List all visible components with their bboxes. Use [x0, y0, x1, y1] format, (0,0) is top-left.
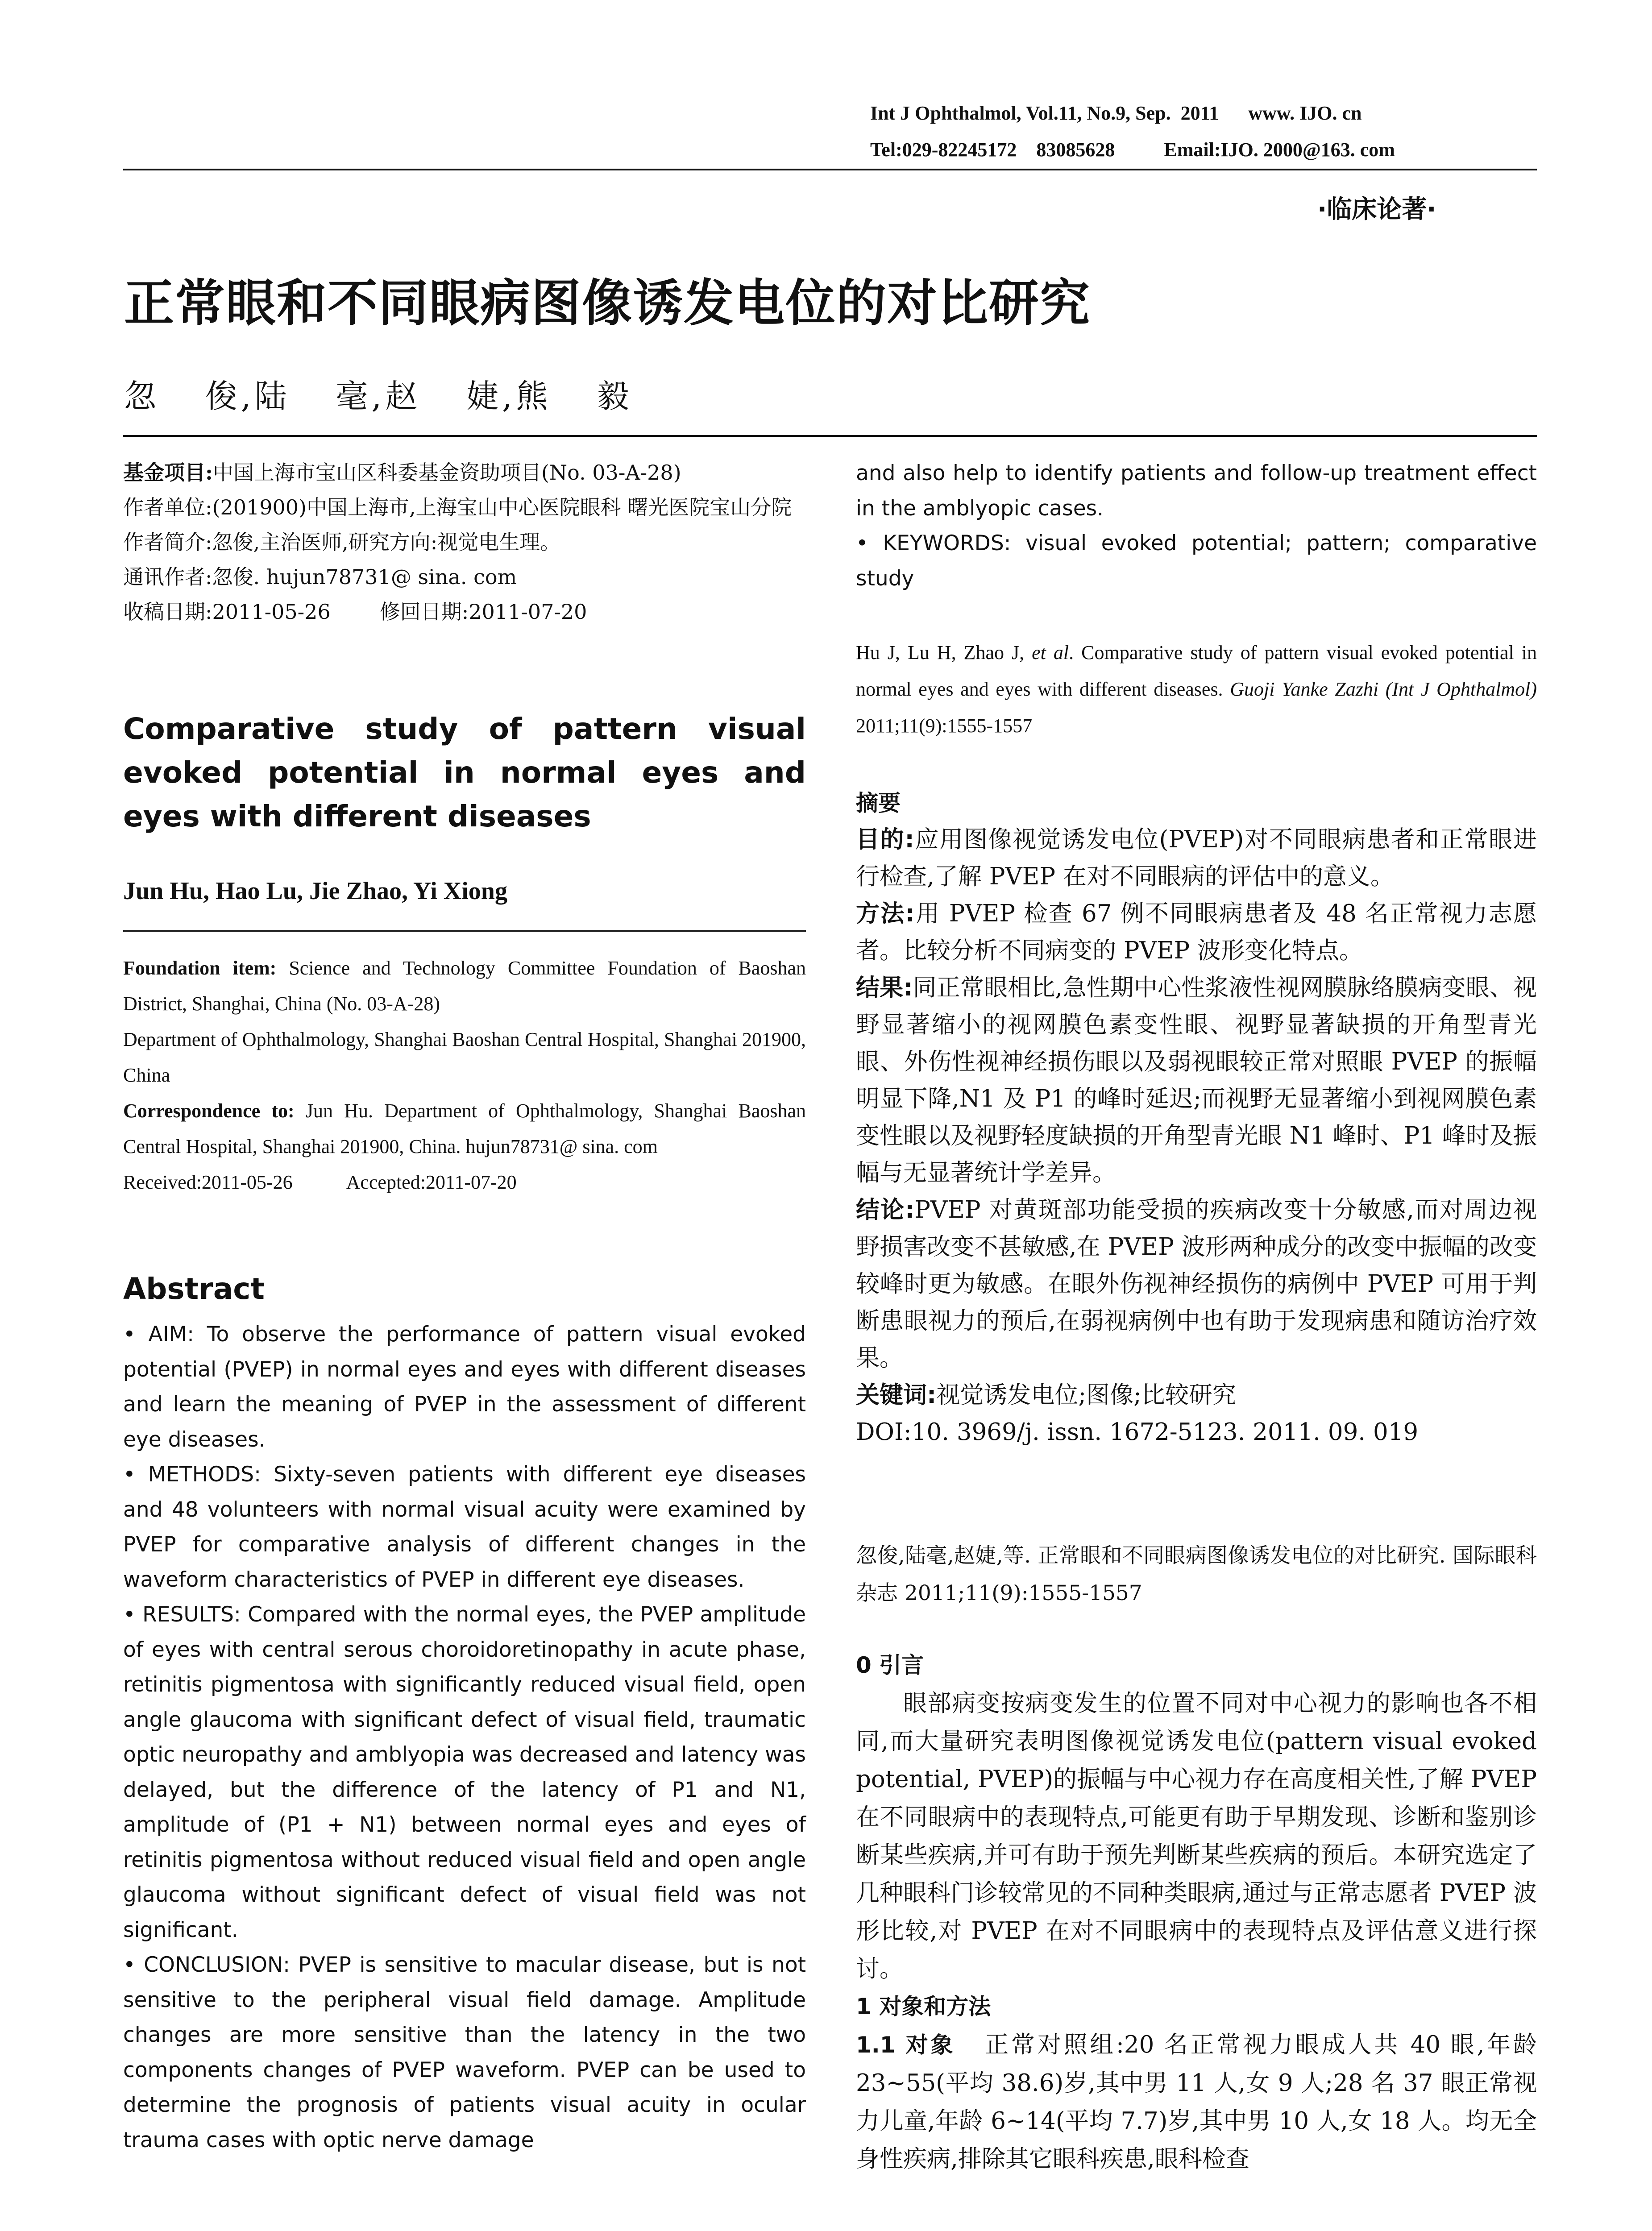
received-cn: 收稿日期:2011-05-26: [123, 600, 331, 624]
zhaiyao-results-label: 结果:: [856, 974, 913, 1001]
abstract-conclusion: • CONCLUSION: PVEP is sensitive to macular disease, but is not sensitive to the peripheral visual field damage. Amplitude changes are more sensitive than the latency in the two components changes of PVEP waveform. PVEP can be used to determine the prognosis of patients visual acuity in ocular trauma cases with optic nerve damage: [123, 1953, 806, 2152]
authors-en: Jun Hu, Hao Lu, Jie Zhao, Yi Xiong: [123, 877, 507, 905]
meta-en: [123, 950, 806, 1200]
zhaiyao-keywords: 视觉诱发电位;图像;比较研究: [936, 1381, 1236, 1409]
revised-cn: 修回日期:2011-07-20: [379, 600, 587, 624]
abstract-keywords: • KEYWORDS: visual evoked potential; pattern; comparative study: [856, 531, 1537, 591]
title-en: Comparative study of pattern visual evoked potential in normal eyes and eyes with different diseases: [123, 712, 806, 834]
zhaiyao-conclusion-label: 结论:: [856, 1196, 915, 1223]
correspondence-en: Jun Hu. Department of Ophthalmology, Shanghai Baoshan Central Hospital, Shanghai 201900, China. hujun78731@ sina. com: [123, 1100, 806, 1157]
header-rule: [123, 169, 1537, 170]
meta-cn: [123, 455, 806, 629]
subsection-1-1-text: 正常对照组:20 名正常视力眼成人共 40 眼,年龄 23~55(平均 38.6)岁,其中男 11 人,女 9 人;28 名 37 眼正常视力儿童,年龄 6~14(平均 7.7)岁,其中男 10 人,女 18 人。均无全身性疾病,排除其它眼科疾患,眼科检查: [856, 2031, 1537, 2173]
abstract-aim: • AIM: To observe the performance of pattern visual evoked potential (PVEP) in normal eyes and eyes with different diseases and learn the meaning of PVEP in the assessment of different eye diseases.: [123, 1322, 806, 1452]
zhaiyao-heading: 摘要: [856, 790, 901, 816]
authors-rule: [123, 930, 806, 932]
subsection-1-1-label: 1.1 对象: [856, 2032, 956, 2058]
citation-en-volume: 2011;11(9):1555-1557: [856, 715, 1033, 737]
abstract-conclusion-cont: and also help to identify patients and follow-up treatment effect in the amblyopic cases.: [856, 461, 1537, 521]
zhaiyao-keywords-label: 关键词:: [856, 1381, 937, 1409]
abstract-continued: [856, 456, 1537, 596]
doi: DOI:10. 3969/j. issn. 1672-5123. 2011. 09. 019: [856, 1418, 1419, 1446]
section-1-heading: 1 对象和方法: [856, 1994, 991, 2020]
section-tag: ·临床论著·: [1317, 195, 1436, 224]
citation-cn: 忽俊,陆毫,赵婕,等. 正常眼和不同眼病图像诱发电位的对比研究. 国际眼科杂志 2011;11(9):1555-1557: [856, 1543, 1537, 1605]
citation-en: [856, 634, 1537, 744]
abstract-results: • RESULTS: Compared with the normal eyes, the PVEP amplitude of eyes with central serous choroidoretinopathy in acute phase, retinitis pigmentosa with significantly reduced visual field, open angle glaucoma with significant defect of visual field, traumatic optic neuropathy and amblyopia was decreased and latency was delayed, but the difference of the latency of P1 and N1, amplitude of (P1 + N1) between normal eyes and eyes of retinitis pigmentosa without reduced visual field and open angle glaucoma without significant defect of visual field was not significant.: [123, 1602, 806, 1942]
zhaiyao-methods-label: 方法:: [856, 900, 915, 927]
zhaiyao-results: 同正常眼相比,急性期中心性浆液性视网膜脉络膜病变眼、视野显著缩小的视网膜色素变性眼、视野显著缺损的开角型青光眼、外伤性视神经损伤眼以及弱视眼较正常对照眼 PVEP 的振幅明显下降,N1 及 P1 的峰时延迟;而视野无显著缩小到视网膜色素变性眼以及视野轻度缺损的开角型青光眼 N1 峰时、P1 峰时及振幅与无显著统计学差异。: [856, 974, 1537, 1186]
zhaiyao-aim: 应用图像视觉诱发电位(PVEP)对不同眼病患者和正常眼进行检查,了解 PVEP 在对不同眼病的评估中的意义。: [856, 826, 1537, 890]
zhaiyao-methods: 用 PVEP 检查 67 例不同眼病患者及 48 名正常视力志愿者。比较分析不同病变的 PVEP 波形变化特点。: [856, 900, 1537, 964]
abstract-body: [123, 1317, 806, 2158]
citation-en-etal: et al: [1032, 642, 1069, 663]
page-title-cn: 正常眼和不同眼病图像诱发电位的对比研究: [124, 274, 1091, 332]
journal-header-line: Int J Ophthalmol, Vol.11, No.9, Sep. 2011 www. IJO. cn: [870, 102, 1362, 124]
abstract-heading: Abstract: [123, 1272, 265, 1306]
title-rule: [123, 435, 1537, 437]
correspondence-en-label: Correspondence to:: [123, 1100, 295, 1122]
abstract-methods: • METHODS: Sixty-seven patients with different eye diseases and 48 volunteers with normal visual acuity were examined by PVEP for comparative analysis of different changes in the waveform characteristics of PVEP in different eye diseases.: [123, 1462, 806, 1592]
citation-en-authors: Hu J, Lu H, Zhao J,: [856, 642, 1025, 663]
accepted-en: Accepted:2011-07-20: [346, 1171, 517, 1193]
authors-cn: 忽 俊,陆 毫,赵 婕,熊 毅: [124, 377, 633, 415]
foundation-en-label: Foundation item:: [123, 957, 277, 979]
intro-heading: 0 引言: [856, 1652, 924, 1678]
bio-cn: 作者简介:忽俊,主治医师,研究方向:视觉电生理。: [123, 530, 561, 554]
foundation-cn: 中国上海市宝山区科委基金资助项目(No. 03-A-28): [212, 460, 681, 485]
zhaiyao-body: [856, 821, 1537, 1451]
zhaiyao-aim-label: 目的:: [856, 826, 914, 853]
intro-body: [856, 1684, 1537, 2178]
affiliation-cn: 作者单位:(201900)中国上海市,上海宝山中心医院眼科 曙光医院宝山分院: [123, 495, 792, 519]
citation-en-journal: Guoji Yanke Zazhi (Int J Ophthalmol): [1230, 678, 1537, 700]
journal-contact-line: Tel:029-82245172 83085628 Email:IJO. 2000@163. com: [870, 139, 1395, 161]
received-en: Received:2011-05-26: [123, 1171, 293, 1193]
department-en: Department of Ophthalmology, Shanghai Baoshan Central Hospital, Shanghai 201900, China: [123, 1028, 806, 1086]
zhaiyao-conclusion: PVEP 对黄斑部功能受损的疾病改变十分敏感,而对周边视野损害改变不甚敏感,在 PVEP 波形两种成分的改变中振幅的改变较峰时更为敏感。在眼外伤视神经损伤的病例中 PVEP 可用于判断患眼视力的预后,在弱视病例中也有助于发现病患和随访治疗效果。: [856, 1196, 1537, 1372]
foundation-label: 基金项目:: [123, 460, 213, 485]
correspondence-cn: 通讯作者:忽俊. hujun78731@ sina. com: [123, 565, 517, 589]
intro-paragraph: 眼部病变按病变发生的位置不同对中心视力的影响也各不相同,而大量研究表明图像视觉诱发电位(pattern visual evoked potential, PVEP)的振幅与中心视力存在高度相关性,了解 PVEP 在不同眼病中的表现特点,可能更有助于早期发现、诊断和鉴别诊断某些疾病,并可有助于预先判断某些疾病的预后。本研究选定了几种眼科门诊较常见的不同种类眼病,通过与正常志愿者 PVEP 波形比较,对 PVEP 在对不同眼病中的表现特点及评估意义进行探讨。: [856, 1690, 1537, 1982]
foundation-en: Science and Technology Committee Foundation of Baoshan District, Shanghai, China (No. 03-A-28): [123, 957, 806, 1015]
citation-en-title: . Comparative study of pattern visual evoked potential in normal eyes and eyes with different diseases.: [856, 642, 1537, 700]
